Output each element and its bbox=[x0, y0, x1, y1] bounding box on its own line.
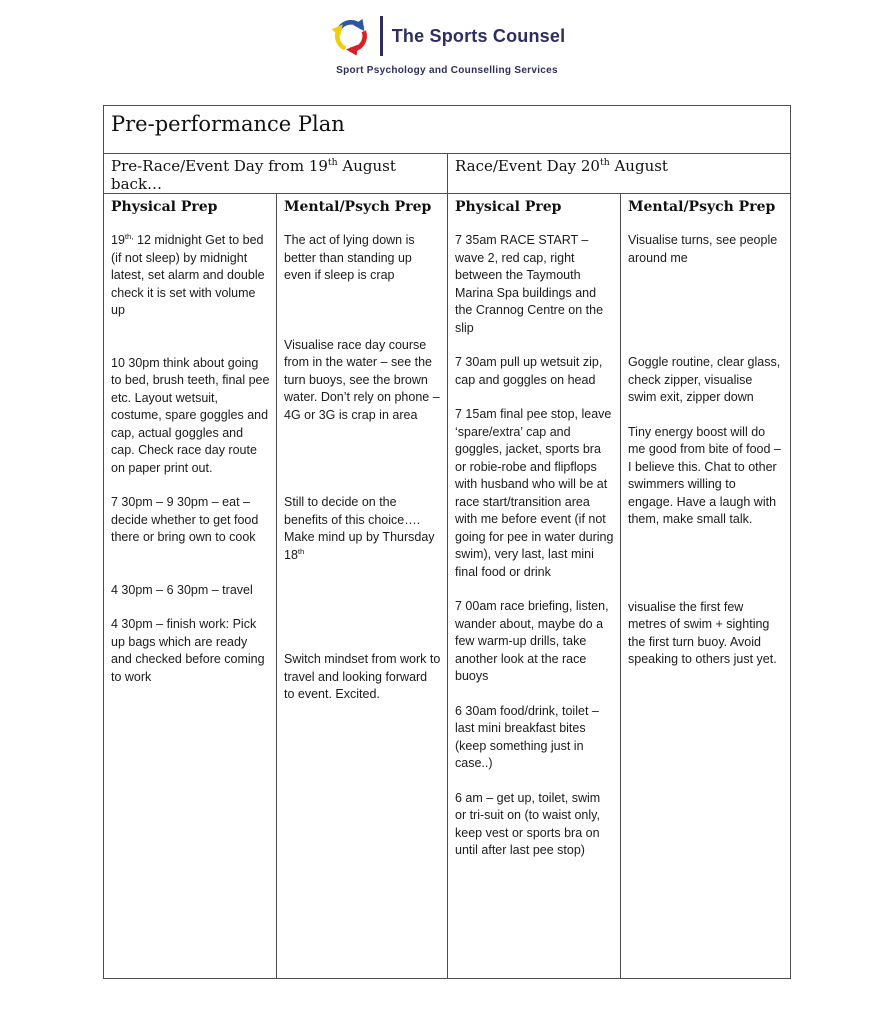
paragraph: The act of lying down is better than standing up even if sleep is crap bbox=[284, 233, 415, 282]
paragraph: Switch mindset from work to travel and looking forward to event. Excited. bbox=[284, 652, 441, 701]
paragraph: $19^{th,}$ 12 midnight Get to bed (if not sleep) by midnight latest, set alarm and double check it is set with volume up bbox=[111, 231, 265, 317]
paragraph: Still to decide on the benefits of this choice…. Make mind up by Thursday 18th bbox=[284, 495, 435, 562]
blue-arrow bbox=[338, 22, 362, 30]
paragraph: 6 am – get up, toilet, swim or tri-suit on (to waist only, keep vest or sports bra on until after last pee stop) bbox=[455, 790, 601, 857]
paragraph: 10 30pm think about going to bed, brush teeth, final pee etc. Layout wetsuit, costume, spare goggles and cap, actual goggles and cap. Check race day route on paper print out. bbox=[111, 355, 270, 475]
column-header-physical-prep: Physical Prep bbox=[111, 199, 218, 215]
column-header-mental-psych-prep: Mental/Psych Prep bbox=[628, 199, 776, 215]
paragraph: 6 30am food/drink, toilet – last mini breakfast bites (keep something just in case..) bbox=[455, 703, 599, 770]
logo-row bbox=[329, 14, 566, 58]
pre-race-day-header: Pre-Race/Event Day from 19th August back… bbox=[111, 157, 396, 193]
paragraph: Tiny energy boost will do me good from bite of food – I believe this. Chat to other swimmers willing to engage. Have a laugh with them, make small talk. bbox=[628, 424, 781, 526]
title-cell bbox=[104, 106, 791, 154]
column-header-mental-psych-prep: Mental/Psych Prep bbox=[284, 199, 432, 215]
pre-performance-plan-table bbox=[103, 105, 791, 979]
pre-race-mental-prep-cell bbox=[277, 194, 448, 979]
paragraph: visualise the first few metres of swim + sighting the first turn buoy. Avoid speaking to others just yet. bbox=[628, 599, 777, 666]
brand-name: The Sports Counsel bbox=[391, 25, 566, 46]
race-day-mental-prep-cell bbox=[621, 194, 791, 979]
pre-race-day-header-cell bbox=[104, 154, 448, 194]
paragraph: 7 30pm – 9 30pm – eat – decide whether to get food there or bring own to cook bbox=[111, 495, 259, 544]
paragraph: 7 00am race briefing, listen, wander about, maybe do a few warm-up drills, take another look at the race buoys bbox=[455, 599, 609, 683]
race-day-physical-prep-cell bbox=[448, 194, 621, 979]
red-arrow bbox=[349, 31, 364, 49]
paragraph: 4 30pm – finish work: Pick up bags which are ready and checked before coming to work bbox=[111, 617, 265, 684]
paragraph: Visualise turns, see people around me bbox=[628, 233, 778, 265]
race-day-header-cell bbox=[448, 154, 791, 194]
paragraph: Visualise race day course from in the water – see the turn buoys, see the brown water. Don’t rely on phone – 4G or 3G is crap in area bbox=[284, 337, 440, 422]
cycle-arrows-icon bbox=[329, 14, 373, 58]
paragraph: 7 15am final pee stop, leave ‘spare/extra’ cap and goggles, jacket, sports bra or robie-robe and flipflops with husband who will be at race start/transition area with me before event (if not going for pee in water during swim), very last, last mini final food or drink bbox=[455, 407, 614, 579]
page-title: Pre-performance Plan bbox=[111, 112, 345, 136]
logo-divider bbox=[380, 16, 383, 56]
brand-tagline: Sport Psychology and Counselling Services bbox=[336, 65, 558, 76]
column-header-physical-prep: Physical Prep bbox=[455, 199, 562, 215]
paragraph: Goggle routine, clear glass, check zipper, visualise swim exit, zipper down bbox=[628, 355, 781, 404]
paragraph: 7 35am RACE START – wave 2, red cap, right between the Taymouth Marina Spa buildings and the Crannog Centre on the slip bbox=[455, 233, 604, 335]
paragraph: 4 30pm – 6 30pm – travel bbox=[111, 582, 253, 597]
pre-race-physical-prep-cell bbox=[104, 194, 277, 979]
yellow-arrow bbox=[337, 27, 345, 48]
paragraph: 7 30am pull up wetsuit zip, cap and goggles on head bbox=[455, 355, 603, 387]
race-day-header: Race/Event Day 20th August bbox=[455, 157, 668, 175]
logo bbox=[0, 14, 894, 76]
